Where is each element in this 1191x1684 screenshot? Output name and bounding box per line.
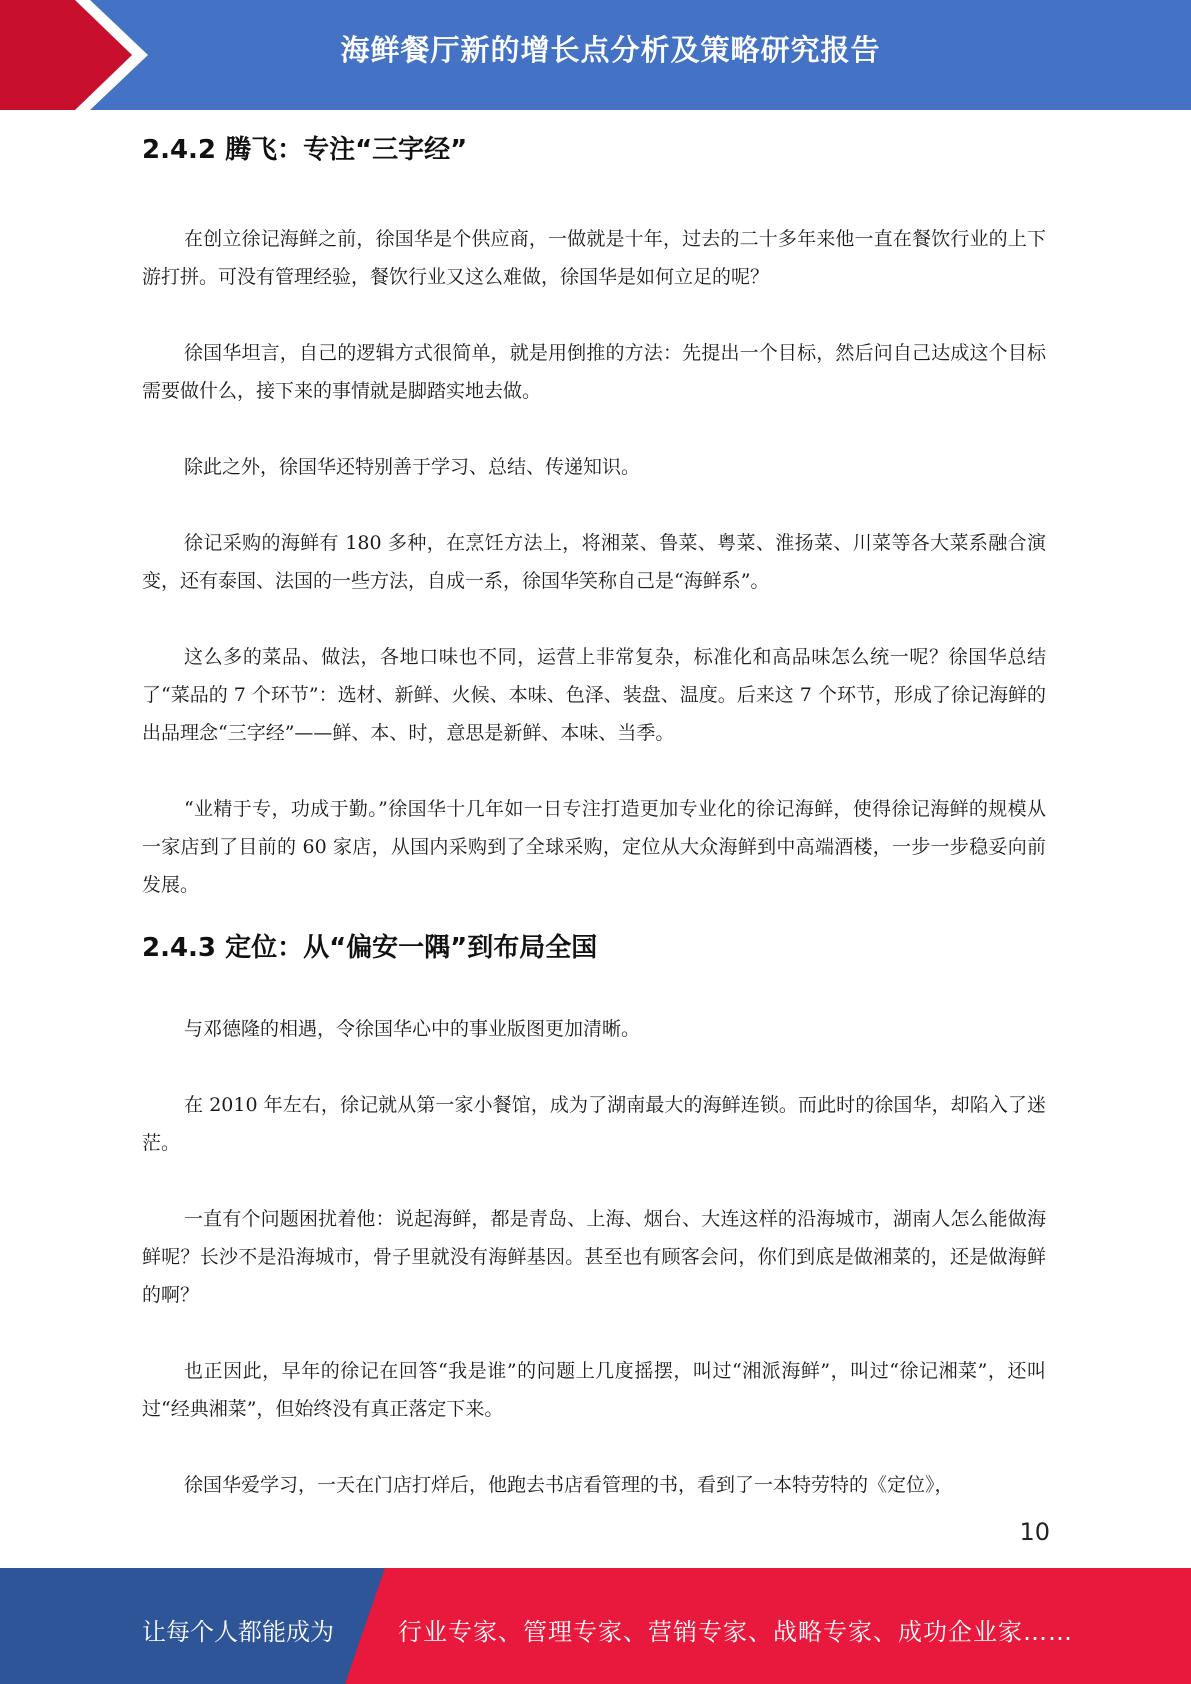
paragraph: “业精于专，功成于勤。”徐国华十几年如一日专注打造更加专业化的徐记海鲜，使得徐记海鲜的规模从一家店到了目前的 60 家店，从国内采购到了全球采购，定位从大众海鲜到中高端酒楼，一步一步稳妥向前发展。 <box>142 798 1046 896</box>
section-heading-2-4-2: 2.4.2 腾飞：专注“三字经” <box>142 135 468 165</box>
footer-slogan-left: 让每个人都能成为 <box>142 1618 334 1646</box>
paragraph: 徐国华爱学习，一天在门店打烊后，他跑去书店看管理的书，看到了一本特劳特的《定位》， <box>184 1474 954 1496</box>
page-number: 10 <box>1019 1518 1050 1546</box>
page-content <box>142 130 1046 1504</box>
paragraph: 徐记采购的海鲜有 180 多种，在烹饪方法上，将湘菜、鲁菜、粤菜、淮扬菜、川菜等各大菜系融合演变，还有泰国、法国的一些方法，自成一系，徐国华笑称自己是“海鲜系”。 <box>142 532 1046 592</box>
page-header <box>0 0 1191 110</box>
paragraph: 这么多的菜品、做法，各地口味也不同，运营上非常复杂，标准化和高品味怎么统一呢？徐国华总结了“菜品的 7 个环节”：选材、新鲜、火候、本味、色泽、装盘、温度。后来这 7 个环节，形成了徐记海鲜的出品理念“三字经”——鲜、本、时，意思是新鲜、本味、当季。 <box>142 646 1046 744</box>
paragraph: 除此之外，徐国华还特别善于学习、总结、传递知识。 <box>184 456 641 478</box>
paragraph: 一直有个问题困扰着他：说起海鲜，都是青岛、上海、烟台、大连这样的沿海城市，湖南人怎么能做海鲜呢？长沙不是沿海城市，骨子里就没有海鲜基因。甚至也有顾客会问，你们到底是做湘菜的，还是做海鲜的啊？ <box>142 1208 1046 1306</box>
section-heading-2-4-3: 2.4.3 定位：从“偏安一隅”到布局全国 <box>142 933 598 963</box>
page-footer <box>0 1568 1191 1684</box>
paragraph: 徐国华坦言，自己的逻辑方式很简单，就是用倒推的方法：先提出一个目标，然后问自己达成这个目标需要做什么，接下来的事情就是脚踏实地去做。 <box>142 342 1046 402</box>
paragraph: 与邓德隆的相遇，令徐国华心中的事业版图更加清晰。 <box>184 1018 641 1040</box>
paragraph: 在创立徐记海鲜之前，徐国华是个供应商，一做就是十年，过去的二十多年来他一直在餐饮行业的上下游打拼。可没有管理经验，餐饮行业又这么难做，徐国华是如何立足的呢？ <box>142 228 1046 288</box>
report-title: 海鲜餐厅新的增长点分析及策略研究报告 <box>340 33 881 67</box>
paragraph: 也正因此，早年的徐记在回答“我是谁”的问题上几度摇摆，叫过“湘派海鲜”，叫过“徐记湘菜”，还叫过“经典湘菜”，但始终没有真正落定下来。 <box>142 1360 1046 1420</box>
paragraph: 在 2010 年左右，徐记就从第一家小餐馆，成为了湖南最大的海鲜连锁。而此时的徐国华，却陷入了迷茫。 <box>142 1094 1046 1154</box>
footer-slogan-right: 行业专家、管理专家、营销专家、战略专家、成功企业家…… <box>398 1618 1073 1646</box>
